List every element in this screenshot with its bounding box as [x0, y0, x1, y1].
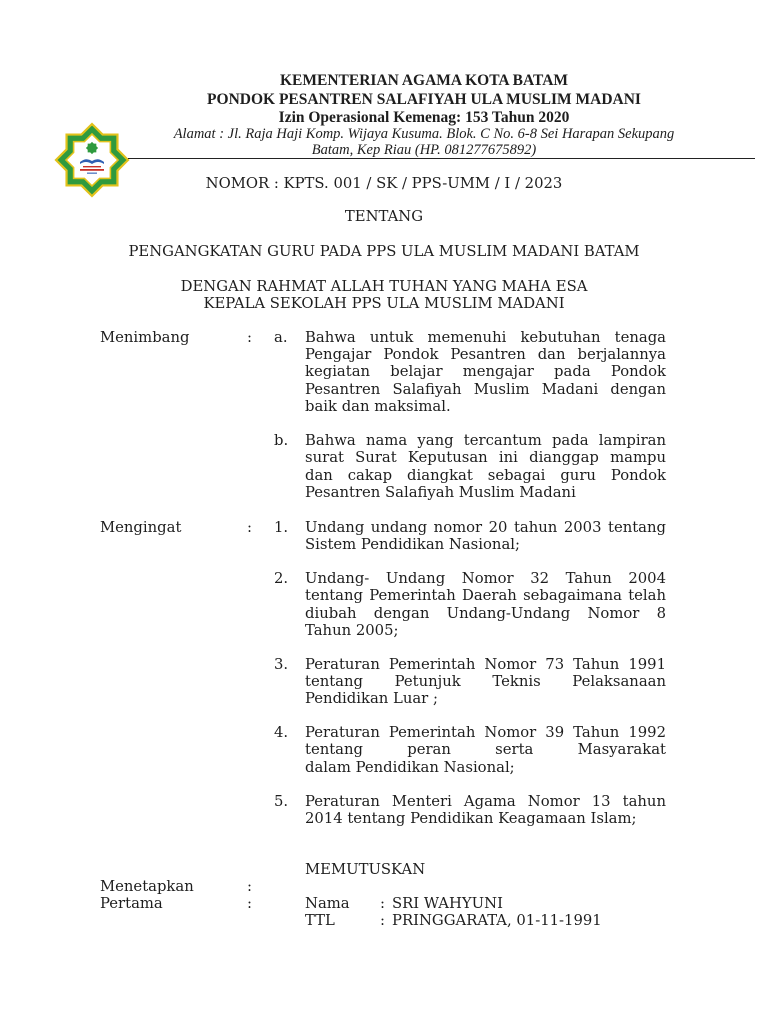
considering-item-marker: a. [274, 329, 288, 346]
field-value-birth: PRINGGARATA, 01-11-1991 [392, 912, 602, 929]
field-label-name: Nama [305, 895, 350, 912]
recalling-item-marker: 4. [274, 724, 289, 741]
decree-subject: PENGANGKATAN GURU PADA PPS ULA MUSLIM MADANI BATAM [128, 243, 640, 260]
first-separator: : [247, 895, 252, 912]
letterhead-address-line: Batam, Kep Riau (HP. 081277675892) [311, 142, 537, 158]
letterhead-permit: Izin Operasional Kemenag: 153 Tahun 2020 [278, 109, 570, 126]
decree-preamble-line: KEPALA SEKOLAH PPS ULA MUSLIM MADANI [203, 295, 565, 312]
field-value-name: SRI WAHYUNI [392, 895, 503, 912]
recalling-item-line: diubah dengan Undang-Undang Nomor 8 [305, 605, 666, 622]
considering-item-line: dan cakap diangkat sebagai guru Pondok [305, 467, 666, 484]
field-separator: : [380, 912, 385, 929]
field-label-birth: TTL [305, 912, 335, 929]
decree-preamble-line: DENGAN RAHMAT ALLAH TUHAN YANG MAHA ESA [180, 278, 588, 295]
recalling-item-marker: 2. [274, 570, 289, 587]
recalling-item-marker: 5. [274, 793, 289, 810]
decree-number: NOMOR : KPTS. 001 / SK / PPS-UMM / I / 2023 [205, 175, 563, 192]
considering-separator: : [247, 329, 252, 346]
recalling-item-line: 2014 tentang Pendidikan Keagamaan Islam; [305, 810, 637, 827]
recalling-item-line: Sistem Pendidikan Nasional; [305, 536, 520, 553]
recalling-item-line: tentang peran serta Masyarakat [305, 741, 666, 758]
considering-item-line: Pengajar Pondok Pesantren dan berjalannya [305, 346, 666, 363]
decree-about-heading: TENTANG [344, 208, 424, 225]
recalling-item-marker: 3. [274, 656, 289, 673]
considering-item-line: Bahwa untuk memenuhi kebutuhan tenaga [305, 329, 666, 346]
considering-label: Menimbang [100, 329, 190, 346]
considering-item-line: Pesantren Salafiyah Muslim Madani dengan [305, 381, 666, 398]
considering-item-marker: b. [274, 432, 289, 449]
recalling-item-line: tentang Pemerintah Daerah sebagaimana telah [305, 587, 666, 604]
recalling-label: Mengingat [100, 519, 182, 536]
recalling-item-marker: 1. [274, 519, 289, 536]
letterhead-ministry: KEMENTERIAN AGAMA KOTA BATAM [279, 72, 569, 89]
considering-item-line: Pesantren Salafiyah Muslim Madani [305, 484, 576, 501]
considering-item-line: baik dan maksimal. [305, 398, 451, 415]
considering-item-line: kegiatan belajar mengajar pada Pondok [305, 363, 666, 380]
recalling-item-line: Undang- Undang Nomor 32 Tahun 2004 [305, 570, 666, 587]
establish-label: Menetapkan [100, 878, 194, 895]
recalling-item-line: tentang Petunjuk Teknis Pelaksanaan [305, 673, 666, 690]
letterhead-address-line: Alamat : Jl. Raja Haji Komp. Wijaya Kusuma. Blok. C No. 6-8 Sei Harapan Sekupang [173, 126, 675, 142]
recalling-item-line: Tahun 2005; [305, 622, 399, 639]
considering-item-line: Bahwa nama yang tercantum pada lampiran [305, 432, 666, 449]
field-separator: : [380, 895, 385, 912]
recalling-item-line: Peraturan Menteri Agama Nomor 13 tahun [305, 793, 666, 810]
recalling-item-line: Peraturan Pemerintah Nomor 39 Tahun 1992 [305, 724, 666, 741]
recalling-item-line: Pendidikan Luar ; [305, 690, 438, 707]
considering-item-line: surat Surat Keputusan ini dianggap mampu [305, 449, 666, 466]
recalling-item-line: dalam Pendidikan Nasional; [305, 759, 515, 776]
establish-separator: : [247, 878, 252, 895]
letterhead-school-name: PONDOK PESANTREN SALAFIYAH ULA MUSLIM MADANI [207, 91, 641, 108]
recalling-separator: : [247, 519, 252, 536]
recalling-item-line: Peraturan Pemerintah Nomor 73 Tahun 1991 [305, 656, 666, 673]
letterhead-rule [128, 158, 755, 159]
recalling-item-line: Undang undang nomor 20 tahun 2003 tentang [305, 519, 666, 536]
decision-title: MEMUTUSKAN [305, 861, 426, 878]
first-label: Pertama [100, 895, 163, 912]
